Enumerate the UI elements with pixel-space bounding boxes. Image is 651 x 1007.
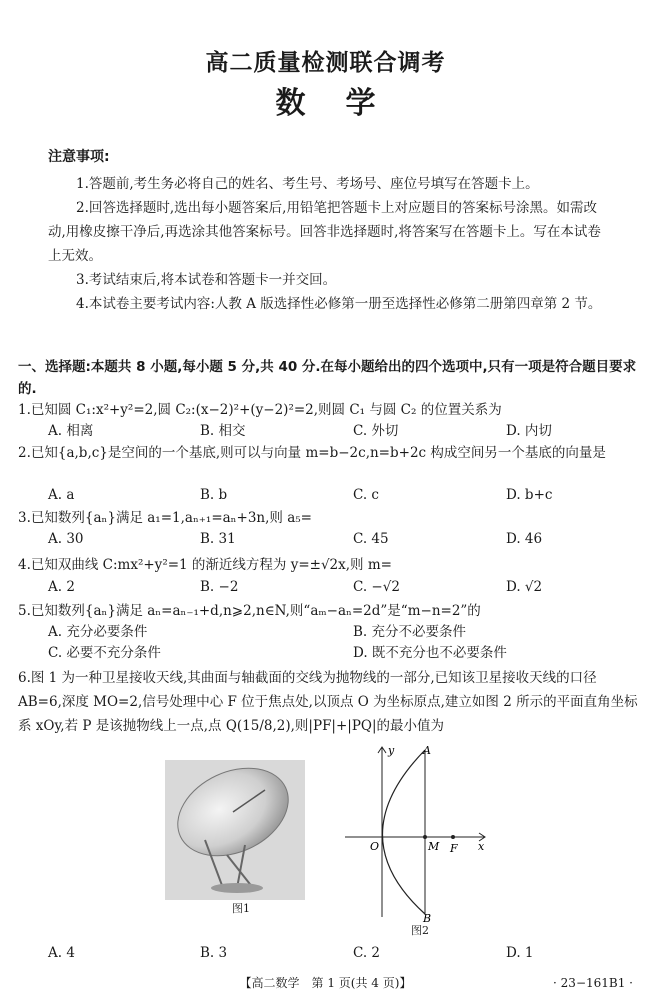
question-4-stem: 4.已知双曲线 C:mx²+y²=1 的渐近线方程为 y=±√2x,则 m= <box>18 557 392 573</box>
figure-2-caption: 图2 <box>411 924 429 937</box>
q3-option-c: C. 45 <box>353 531 389 547</box>
q5-option-c: C. 必要不充分条件 <box>48 645 161 661</box>
question-6-stem: 6.图 1 为一种卫星接收天线,其曲面与轴截面的交线为抛物线的一部分,已知该卫星接收天线的口径 AB=6,深度 MO=2,信号处理中心 F 位于焦点处,以顶点 O 为坐标原点,建立如图 2 所示的平面直角坐标系 xOy,若 P 是该抛物线上一点,点 Q(15/8,2),则|PF|+|PQ|的最小值为 <box>18 670 638 734</box>
notice-item-3: 3.考试结束后,将本试卷和答题卡一并交回。 <box>76 272 337 288</box>
notice-item-2: 2.回答选择题时,选出每小题答案后,用铅笔把答题卡上对应题目的答案标号涂黑。如需改动,用橡皮擦干净后,再选涂其他答案标号。回答非选择题时,将答案写在答题卡上。写在本试卷上无效。 <box>48 200 601 264</box>
q6-option-d: D. 1 <box>506 945 534 961</box>
subject-title: 数学 <box>275 86 416 121</box>
q2-option-a: A. a <box>48 487 75 503</box>
x-axis-label: x <box>478 840 485 853</box>
point-a-label: A <box>423 744 431 757</box>
notice-heading: 注意事项: <box>48 149 110 165</box>
notice-item-4: 4.本试卷主要考试内容:人教 A 版选择性必修第一册至选择性必修第二册第四章第 2 节。 <box>76 296 602 312</box>
q4-option-c: C. −√2 <box>353 579 400 595</box>
notice-item-1: 1.答题前,考生务必将自己的姓名、考生号、考场号、座位号填写在答题卡上。 <box>76 176 539 192</box>
q4-option-d: D. √2 <box>506 579 543 595</box>
q1-option-d: D. 内切 <box>506 423 552 439</box>
q4-option-a: A. 2 <box>48 579 75 595</box>
question-2-stem: 2.已知{a,b,c}是空间的一个基底,则可以与向量 m=b−2c,n=b+2c 构成空间另一个基底的向量是 <box>18 445 606 461</box>
q3-option-a: A. 30 <box>48 531 84 547</box>
q1-option-c: C. 外切 <box>353 423 399 439</box>
question-5-stem: 5.已知数列{aₙ}满足 aₙ=aₙ₋₁+d,n⩾2,n∈N,则“aₘ−aₙ=2d”是“m−n=2”的 <box>18 603 481 619</box>
question-3-stem: 3.已知数列{aₙ}满足 a₁=1,aₙ₊₁=aₙ+3n,则 a₅= <box>18 510 312 526</box>
q2-option-c: C. c <box>353 487 379 503</box>
page-footer: 【高二数学 第 1 页(共 4 页)】 <box>239 976 412 990</box>
q2-option-d: D. b+c <box>506 487 553 503</box>
point-b-label: B <box>423 912 432 922</box>
satellite-dish-figure <box>165 760 305 900</box>
figure-1-caption: 图1 <box>232 902 250 915</box>
q3-option-b: B. 31 <box>200 531 236 547</box>
exam-title: 高二质量检测联合调考 <box>205 50 446 76</box>
section-heading: 一、选择题:本题共 8 小题,每小题 5 分,共 40 分.在每小题给出的四个选项中,只有一项是符合题目要求的. <box>18 359 637 397</box>
q4-option-b: B. −2 <box>200 579 239 595</box>
q3-option-d: D. 46 <box>506 531 543 547</box>
q5-option-d: D. 既不充分也不必要条件 <box>353 645 507 661</box>
exam-code: · 23−161B1 · <box>553 976 633 990</box>
y-axis-label: y <box>388 744 395 757</box>
parabola-diagram <box>340 742 490 922</box>
q5-option-a: A. 充分必要条件 <box>48 624 148 640</box>
question-1-stem: 1.已知圆 C₁:x²+y²=2,圆 C₂:(x−2)²+(y−2)²=2,则圆 C₁ 与圆 C₂ 的位置关系为 <box>18 402 502 418</box>
q5-option-b: B. 充分不必要条件 <box>353 624 467 640</box>
q6-option-a: A. 4 <box>48 945 75 961</box>
q1-option-a: A. 相离 <box>48 423 94 439</box>
q2-option-b: B. b <box>200 487 228 503</box>
q6-option-b: B. 3 <box>200 945 228 961</box>
q6-option-c: C. 2 <box>353 945 381 961</box>
point-m-label: M <box>428 840 440 853</box>
q1-option-b: B. 相交 <box>200 423 246 439</box>
point-f-label: F <box>450 842 458 855</box>
origin-label: O <box>370 840 380 853</box>
